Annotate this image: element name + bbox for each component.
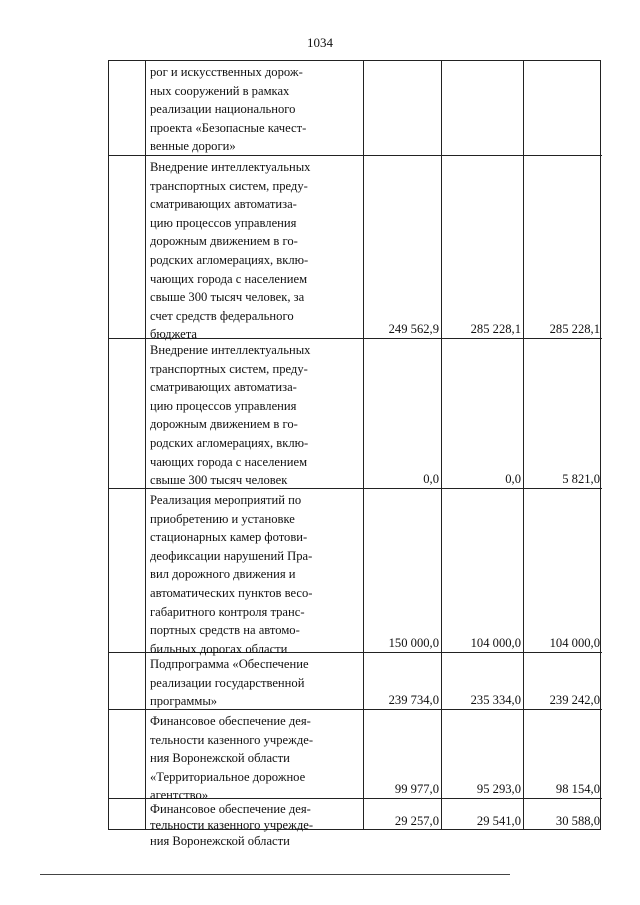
table-row (109, 710, 602, 803)
value-2: 104 000,0 (470, 636, 521, 650)
value-3: 98 154,0 (555, 782, 600, 796)
value-cell-2 (441, 653, 523, 709)
empty-cell (109, 489, 145, 652)
value-cell-2 (441, 61, 523, 155)
empty-cell (109, 710, 145, 798)
value-1: 249 562,9 (388, 322, 439, 336)
row-description: Внедрение интеллектуальных транспортных систем, преду- сматривающих автоматиза- цию процессов управления дорожным движением в го- родских агломерациях, вклю- чающих города с населением свыше 300 тысяч человек (150, 343, 311, 488)
row-description: рог и искусственных дорож- ных сооружений в рамках реализации национального проекта «Безопасные качест- венные дороги» (150, 65, 307, 154)
value-3: 239 242,0 (549, 693, 600, 707)
value-1: 150 000,0 (388, 636, 439, 650)
row-description: Подпрограмма «Обеспечение реализации государственной программы» (150, 657, 309, 709)
value-3: 285 228,1 (549, 322, 600, 336)
value-2: 235 334,0 (470, 693, 521, 707)
value-cell-2 (441, 339, 523, 488)
description-cell (145, 653, 363, 709)
value-3: 5 821,0 (562, 472, 600, 486)
value-cell-3 (523, 710, 602, 798)
table-row (109, 61, 602, 156)
value-cell-2 (441, 799, 523, 830)
value-cell-3 (523, 489, 602, 652)
value-cell-1 (363, 156, 441, 338)
empty-cell (109, 339, 145, 488)
value-cell-2 (441, 156, 523, 338)
empty-cell (109, 61, 145, 155)
table-row (109, 339, 602, 489)
table-row (109, 653, 602, 710)
value-cell-1 (363, 489, 441, 652)
table-row (109, 156, 602, 342)
value-cell-3 (523, 799, 602, 830)
empty-cell (109, 653, 145, 709)
value-2: 29 541,0 (476, 814, 521, 828)
value-2: 95 293,0 (476, 782, 521, 796)
value-cell-1 (363, 710, 441, 798)
value-1: 0,0 (423, 472, 439, 486)
value-cell-3 (523, 61, 602, 155)
value-cell-3 (523, 339, 602, 488)
value-cell-1 (363, 339, 441, 488)
value-cell-1 (363, 61, 441, 155)
value-cell-3 (523, 653, 602, 709)
row-description: Внедрение интеллектуальных транспортных систем, преду- сматривающих автоматиза- цию процессов управления дорожным движением в го- родских агломерациях, вклю- чающих города с населением свыше 300 тысяч человек, за счет средств федерального бюджета (150, 160, 311, 342)
value-1: 29 257,0 (394, 814, 439, 828)
empty-cell (109, 156, 145, 338)
description-cell (145, 489, 363, 656)
row-description: Реализация мероприятий по приобретению и установке стационарных камер фотови- деофиксации нарушений Пра- вил дорожного движения и автоматических пунктов весо- габаритного контроля транс- портных средств на автомо- бильных дорогах области (150, 493, 313, 656)
value-cell-1 (363, 653, 441, 709)
row-description: Финансовое обеспечение дея- тельности казенного учрежде- ния Воронежской области (150, 802, 314, 848)
value-2: 0,0 (505, 472, 521, 486)
description-cell (145, 710, 363, 803)
empty-cell (109, 799, 145, 830)
value-3: 30 588,0 (555, 814, 600, 828)
value-cell-3 (523, 156, 602, 338)
value-cell-1 (363, 799, 441, 830)
description-cell (145, 156, 363, 342)
value-2: 285 228,1 (470, 322, 521, 336)
description-cell (145, 799, 363, 848)
value-cell-2 (441, 710, 523, 798)
value-1: 99 977,0 (394, 782, 439, 796)
budget-table (108, 60, 601, 848)
table-row (109, 489, 602, 656)
footer-divider (40, 874, 510, 875)
row-description: Финансовое обеспечение дея- тельности казенного учрежде- ния Воронежской области «Территориальное дорожное агентство» (150, 714, 314, 803)
value-cell-2 (441, 489, 523, 652)
table-row (109, 799, 602, 848)
description-cell (145, 61, 363, 155)
page-number: 1034 (307, 35, 333, 50)
description-cell (145, 339, 363, 488)
value-3: 104 000,0 (549, 636, 600, 650)
value-1: 239 734,0 (388, 693, 439, 707)
